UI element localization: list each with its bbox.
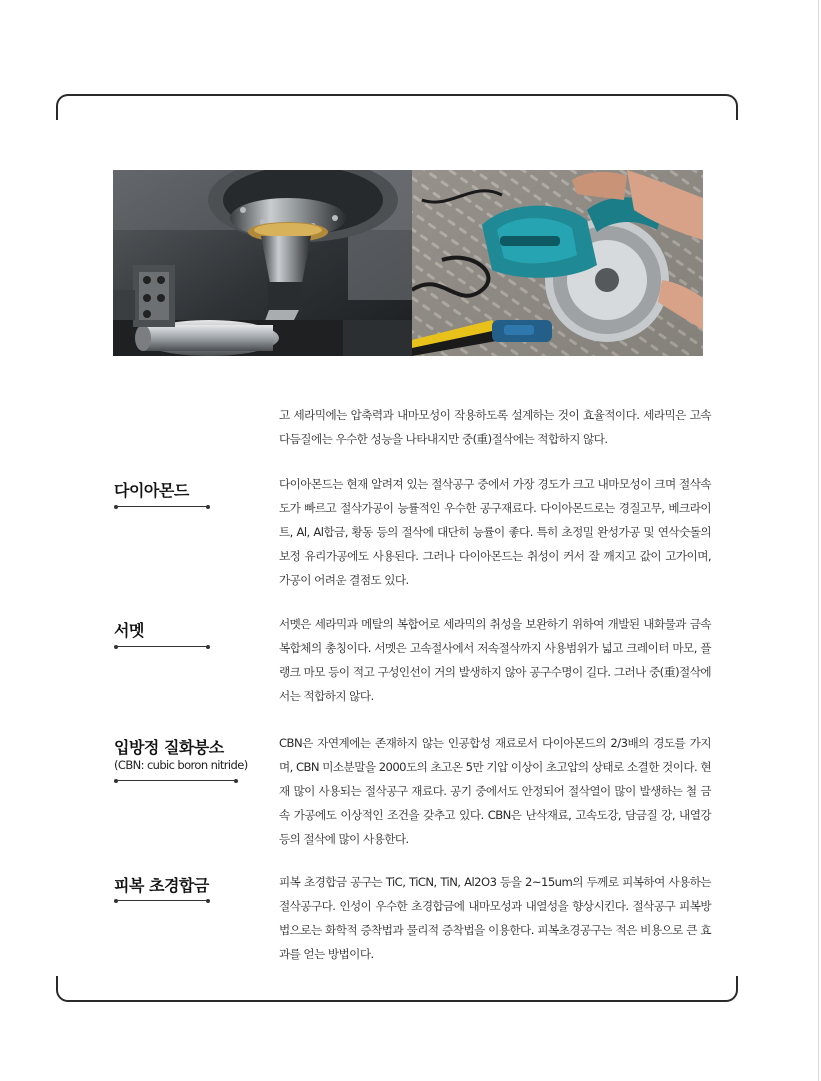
machining-tool-photo xyxy=(113,170,412,356)
circular-saw-photo xyxy=(412,170,703,356)
section-title-cermet: 서멧 xyxy=(114,621,144,640)
section-title-coated-carbide: 피복 초경합금 xyxy=(114,876,209,895)
section-body-coated-carbide: 피복 초경합금 공구는 TiC, TiCN, TiN, Al2O3 등을 2~15um의 두께로 피복하여 사용하는 절삭공구다. 인성이 우수한 초경합금에 내마모성과 내열성을 향상시킨다. 절삭공구 피복방법으로는 화학적 증착법과 물리적 증착법을 이용한다. 피복초경공구는 적은 비용으로 큰 효과를 얻는 방법이다. xyxy=(279,875,711,961)
section-body-diamond: 다이아몬드는 현재 알려져 있는 절삭공구 중에서 가장 경도가 크고 내마모성이 크며 절삭속도가 빠르고 절삭가공이 능률적인 우수한 공구재료다. 다이아몬드로는 경질고무, 베크라이트, Al, Al합금, 황동 등의 절삭에 대단히 능률이 좋다. 특히 초정밀 완성가공 및 연삭숫돌의 보정 유리가공에도 사용된다. 그러나 다이아몬드는 취성이 커서 잘 깨지고 값이 고가이며, 가공이 어려운 결점도 있다. xyxy=(279,477,711,587)
section-body-cermet: 서멧은 세라믹과 메탈의 복합어로 세라믹의 취성을 보완하기 위하여 개발된 내화물과 금속 복합체의 총칭이다. 서멧은 고속절사에서 저속절삭까지 사용범위가 넓고 크레이터 마모, 플랭크 마모 등이 적고 구성인선이 거의 발생하지 않아 공구수명이 길다. 그러나 중(重)절삭에서는 적합하지 않다. xyxy=(279,617,711,703)
section-underline xyxy=(116,900,208,901)
frame-bottom-border xyxy=(56,976,738,1002)
section-body-cbn: CBN은 자연계에는 존재하지 않는 인공합성 재료로서 다이아몬드의 2/3배의 경도를 가지며, CBN 미소분말을 2000도의 초고온 5만 기압 이상이 초고압의 상태로 소결한 것이다. 현재 많이 사용되는 절삭공구 재료다. 공기 중에서도 안정되어 절삭열이 많이 발생하는 철 금속 가공에도 이상적인 조건을 갖추고 있다. CBN은 난삭재료, 고속도강, 담금질 강, 내열강 등의 절삭에 많이 사용한다. xyxy=(279,736,711,846)
section-underline xyxy=(116,780,236,781)
section-title-cbn: 입방정 질화붕소 xyxy=(114,738,224,757)
page-edge-rule xyxy=(818,0,819,1081)
frame-top-border xyxy=(56,94,738,120)
section-underline xyxy=(116,506,208,507)
intro-paragraph: 고 세라믹에는 압축력과 내마모성이 작용하도록 설계하는 것이 효율적이다. 세라믹은 고속 다듬질에는 우수한 성능을 나타내지만 중(重)절삭에는 적합하지 않다. xyxy=(279,408,711,446)
section-title-diamond: 다이아몬드 xyxy=(114,481,189,500)
section-underline xyxy=(116,646,208,647)
section-subtitle-cbn: (CBN: cubic boron nitride) xyxy=(114,758,248,772)
